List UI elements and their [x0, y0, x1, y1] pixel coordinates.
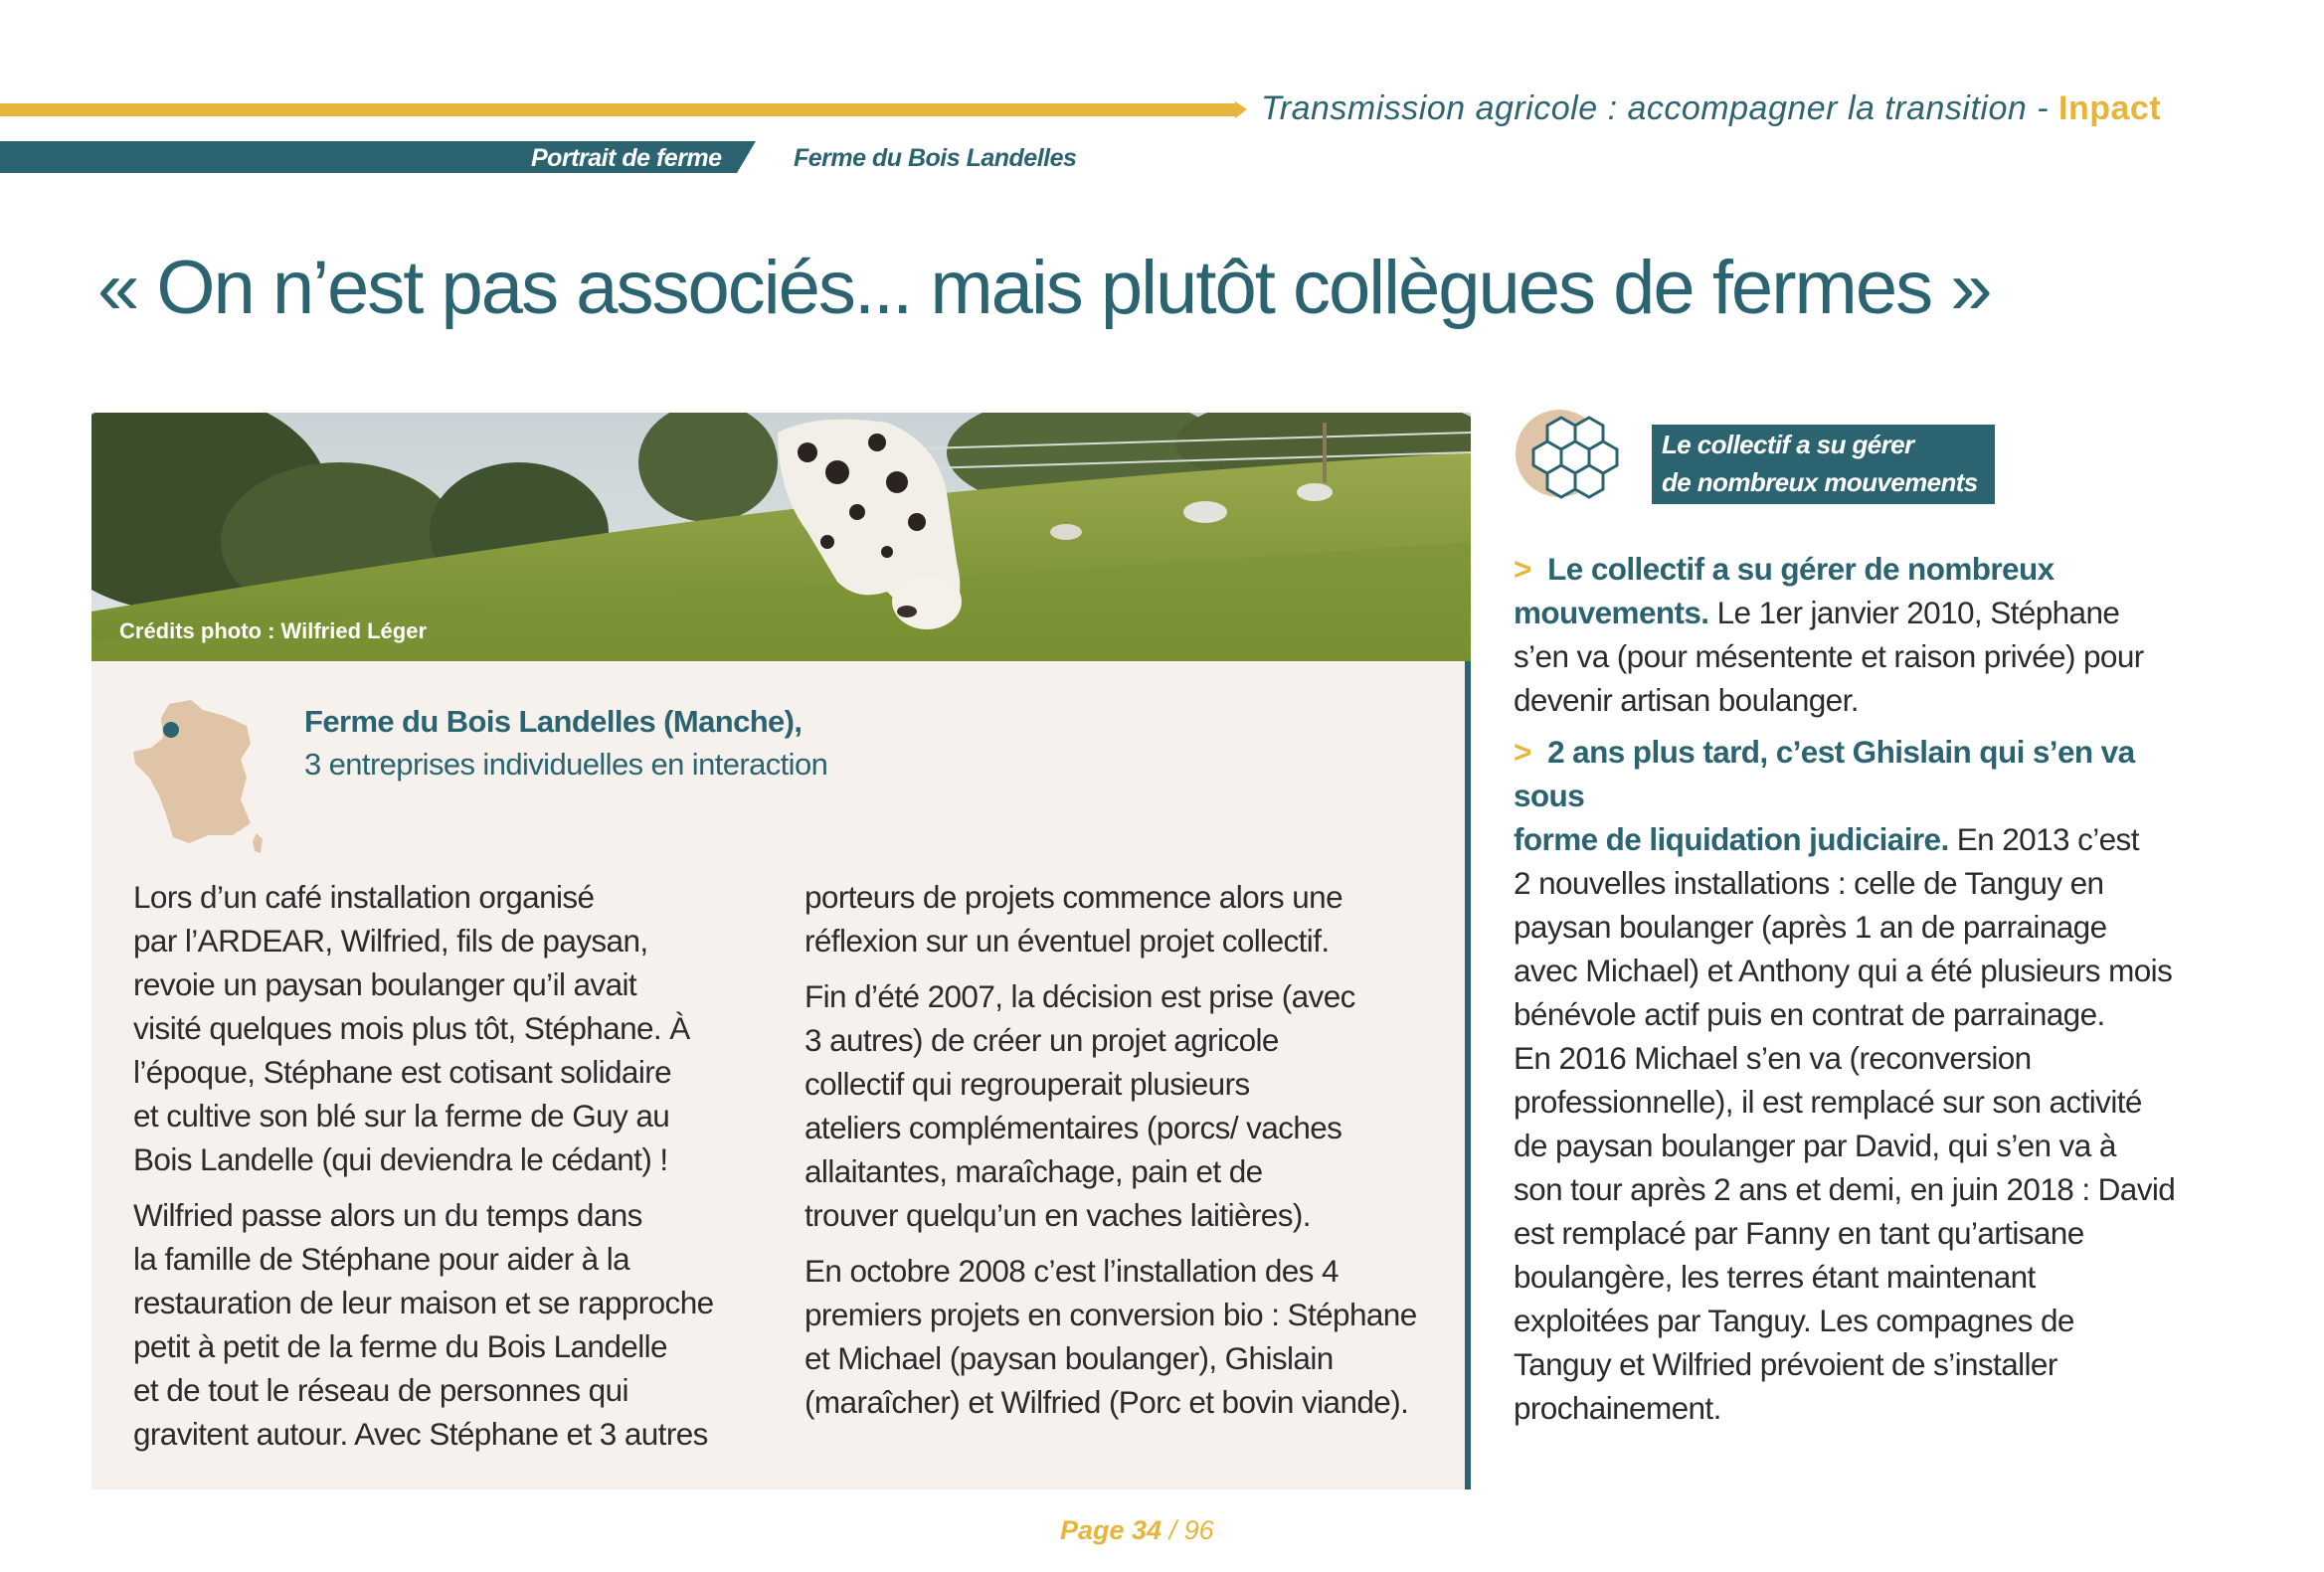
page-current: Page 34	[1060, 1515, 1162, 1545]
panel-right-border	[1465, 661, 1471, 1489]
sidebar-item-2	[1514, 730, 2190, 1430]
header-title	[1261, 89, 2161, 128]
sidebar-item-1	[1514, 547, 2190, 722]
sidebar-item-lead: 2 ans plus tard, c’est Ghislain qui s’en va sous forme de liquidation judiciaire.	[1514, 734, 2135, 857]
photo-credit: Crédits photo : Wilfried Léger	[119, 618, 428, 643]
article-paragraph: En octobre 2008 c’est l’installation des 4 premiers projets en conversion bio : Stéphane et Michael (paysan boulanger), Ghislain (maraîcher) et Wilfried (Porc et bovin viande).	[804, 1253, 1417, 1420]
article-column-2	[804, 875, 1461, 1436]
article-paragraph: porteurs de projets commence alors une réflexion sur un éventuel projet collectif.	[804, 879, 1342, 959]
header-title-text: Transmission agricole : accompagner la transition -	[1261, 89, 2059, 127]
france-map-icon	[129, 696, 268, 860]
sidebar-item-text: En 2013 c’est 2 nouvelles installations : celle de Tanguy en paysan boulanger (après 1 an de parrainage avec Michael) et Anthony qui a été plusieurs mois bénévole actif puis en contrat de parrainage. En 2016 Michael s’en va (reconversion professionnelle), il est remplacé sur son activité de paysan boulanger par David, qui s’en va à son tour après 2 ans et demi, en juin 2018 : David est remplacé par Fanny en tant qu’artisane boulangère, les terres étant maintenant exploitées par Tanguy. Les compagnes de Tanguy et Wilfried prévoient de s’installer prochainement.	[1514, 821, 2176, 1426]
header-yellow-bar	[0, 103, 1235, 116]
sidebar-item-lead: Le collectif a su gérer de nombreux mouvements.	[1514, 551, 2055, 630]
hexagon-network-icon	[1514, 408, 1633, 512]
farm-name: Ferme du Bois Landelles (Manche),	[304, 704, 803, 739]
article-paragraph: Wilfried passe alors un du temps dans la famille de Stéphane pour aider à la restauration de leur maison et se rapproche petit à petit de la ferme du Bois Landelle et de tout le réseau de personnes qui gravitent autour. Avec Stéphane et 3 autres	[133, 1197, 714, 1452]
article-column-1	[133, 875, 790, 1468]
header-yellow-bar-tip	[1235, 101, 1247, 118]
page-total: / 96	[1162, 1515, 1214, 1545]
article-paragraph: Lors d’un café installation organisé par l’ARDEAR, Wilfried, fils de paysan, revoie un paysan boulanger qu’il avait visité quelques mois plus tôt, Stéphane. À l’époque, Stéphane est cotisant solidaire et cultive son blé sur la ferme de Guy au Bois Landelle (qui deviendra le cédant) !	[133, 879, 690, 1177]
section-label: Portrait de ferme	[531, 144, 722, 172]
arrow-icon: >	[1514, 551, 1531, 587]
sidebar-box-label: Le collectif a su gérer de nombreux mouvements	[1652, 425, 1995, 504]
farm-description: 3 entreprises individuelles en interaction	[304, 747, 828, 782]
header-brand: Inpact	[2058, 89, 2162, 127]
sidebar-text	[1514, 547, 2190, 1438]
page-title: « On n’est pas associés... mais plutôt collègues de fermes »	[97, 246, 1991, 330]
arrow-icon: >	[1514, 734, 1531, 770]
farm-label: Ferme du Bois Landelles	[794, 144, 1077, 172]
page-number	[1060, 1515, 1214, 1546]
sidebar-item-text: Le 1er janvier 2010, Stéphane s’en va (pour mésentente et raison privée) pour devenir artisan boulanger.	[1514, 595, 2144, 718]
article-paragraph: Fin d’été 2007, la décision est prise (avec 3 autres) de créer un projet agricole collectif qui regrouperait plusieurs ateliers complémentaires (porcs/ vaches allaitantes, maraîchage, pain et de trouver quelqu’un en vaches laitières).	[804, 978, 1355, 1233]
